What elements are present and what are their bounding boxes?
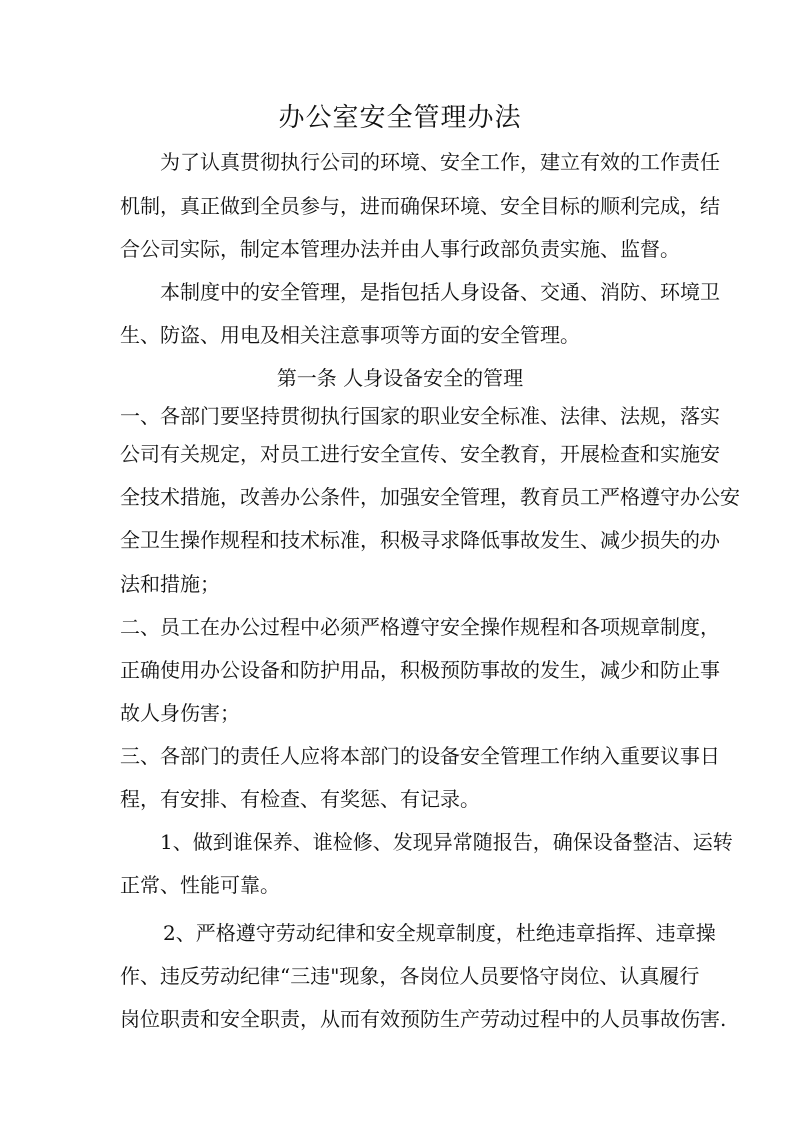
subitem-1-line: 1、做到谁保养、谁检修、发现异常随报告，确保设备整洁、运转	[160, 830, 733, 854]
item-1-line: 法和措施；	[120, 572, 220, 596]
item-1-line: 全卫生操作规程和技术标准，积极寻求降低事故发生、减少损失的办	[120, 528, 720, 552]
item-1-line: 一、各部门要坚持贯彻执行国家的职业安全标准、法律、法规，落实	[120, 404, 720, 428]
scope-line: 本制度中的安全管理，是指包括人身设备、交通、消防、环境卫	[160, 280, 720, 304]
subitem-2-line: 岗位职责和安全职责，从而有效预防生产劳动过程中的人员事故伤害.	[120, 1007, 727, 1031]
intro-line: 合公司实际，制定本管理办法并由人事行政部负责实施、监督。	[120, 237, 680, 261]
subitem-1-line: 正常、性能可靠。	[120, 873, 280, 897]
intro-line: 机制，真正做到全员参与，进而确保环境、安全目标的顺利完成，结	[120, 194, 720, 218]
subitem-2-line: 作、违反劳动纪律“三违"现象，各岗位人员要恪守岗位、认真履行	[120, 964, 700, 988]
item-3-line: 程，有安排、有检查、有奖惩、有记录。	[120, 787, 480, 811]
intro-line: 为了认真贯彻执行公司的环境、安全工作，建立有效的工作责任	[160, 150, 720, 174]
item-1-line: 公司有关规定，对员工进行安全宣传、安全教育，开展检查和实施安	[120, 442, 720, 466]
item-2-line: 故人身伤害；	[120, 701, 240, 725]
scope-line: 生、防盗、用电及相关注意事项等方面的安全管理。	[120, 323, 580, 347]
item-3-line: 三、各部门的责任人应将本部门的设备安全管理工作纳入重要议事日	[120, 744, 720, 768]
section-heading: 第一条 人身设备安全的管理	[276, 366, 524, 390]
item-2-line: 二、员工在办公过程中必须严格遵守安全操作规程和各项规章制度，	[120, 615, 720, 639]
document-title: 办公室安全管理办法	[278, 103, 522, 133]
item-2-line: 正确使用办公设备和防护用品，积极预防事故的发生，减少和防止事	[120, 658, 720, 682]
subitem-2-line: 2、严格遵守劳动纪律和安全规章制度，杜绝违章指挥、违章操	[163, 921, 716, 945]
item-1-line: 全技术措施，改善办公条件，加强安全管理，教育员工严格遵守办公安	[120, 485, 740, 509]
